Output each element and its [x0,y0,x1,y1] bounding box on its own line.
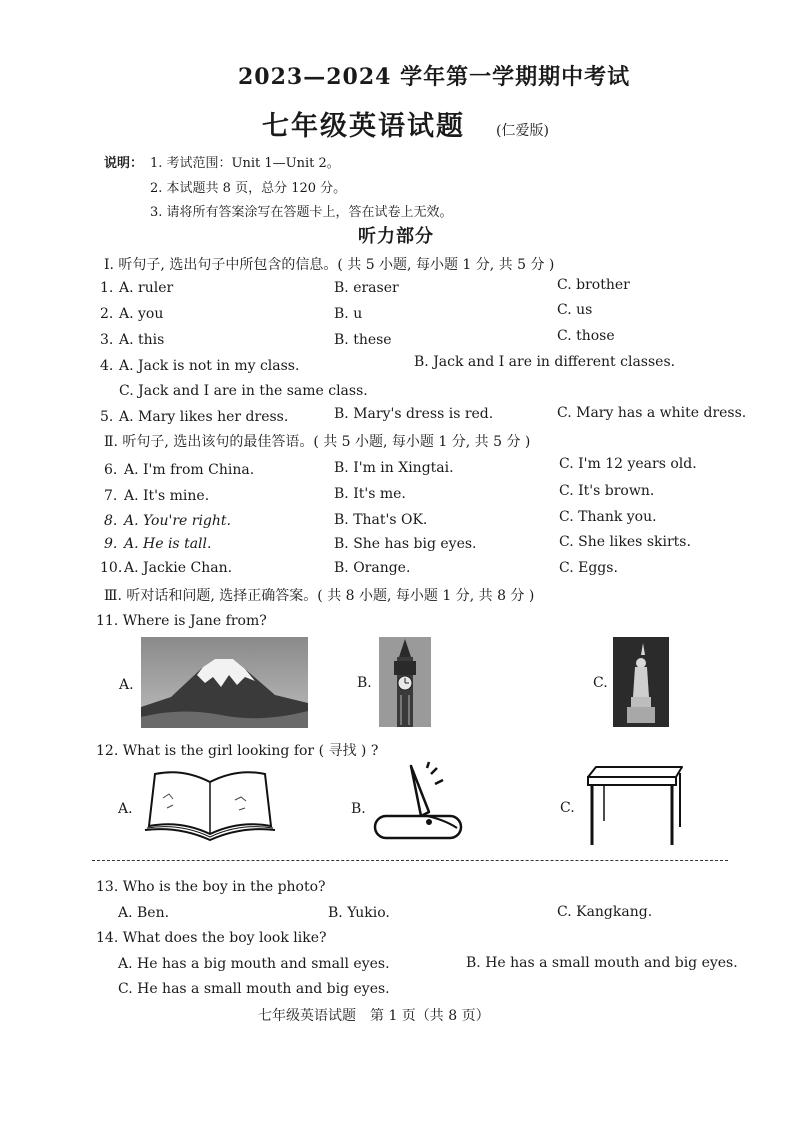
option-b: B. Orange. [334,560,411,576]
question-number: 2. [100,306,114,322]
section2-title: Ⅱ. 听句子, 选出该句的最佳答语。( 共 5 小题, 每小题 1 分, 共 5 分 ) [104,434,531,450]
option-b: B. It's me. [334,486,406,502]
option-b: B. [351,801,366,817]
question-number: 8. [104,513,118,529]
option-a: A. this [119,332,165,348]
option-a: A. He has a big mouth and small eyes. [118,956,390,972]
option-b: B. I'm in Xingtai. [334,460,454,476]
option-c: C. [593,675,608,691]
edition-label: (仁爱版) [496,123,549,139]
option-b: B. She has big eyes. [334,536,477,552]
option-a: A. Jack is not in my class. [119,358,300,374]
option-b: B. u [334,306,363,322]
option-b: B. Mary's dress is red. [334,406,494,422]
question-text: 11. Where is Jane from? [96,613,267,629]
statue-of-liberty-image [613,637,669,727]
exam-title: 2023—2024 学年第一学期期中考试 [238,64,631,90]
option-a: A. Ben. [118,905,170,921]
part-title: 听力部分 [358,226,434,247]
big-ben-image [379,637,431,727]
question-number: 7. [104,488,118,504]
notes-label: 说明： [104,156,144,171]
option-b: B. Yukio. [328,905,390,921]
option-a: A. you [119,306,164,322]
option-c: C. [560,800,575,816]
option-a: A. ruler [119,280,174,296]
option-a: A. You're right. [124,513,231,529]
option-c: C. Thank you. [559,509,657,525]
option-c: C. He has a small mouth and big eyes. [118,981,390,997]
question-number: 9. [104,536,118,552]
book-image [143,768,277,842]
option-c: C. those [557,328,615,344]
option-c: C. It's brown. [559,483,655,499]
option-c: C. us [557,302,593,318]
option-b: B. eraser [334,280,399,296]
note-item: 1. 考试范围：Unit 1—Unit 2。 [150,156,340,171]
option-c: C. Eggs. [559,560,618,576]
question-text: 12. What is the girl looking for ( 寻找 ) ? [96,743,379,759]
knife-image [371,762,463,846]
page-footer: 七年级英语试题 第 1 页（共 8 页） [258,1008,490,1024]
option-b: B. these [334,332,392,348]
mount-fuji-image [141,637,308,728]
question-number: 5. [100,409,114,425]
option-a: A. It's mine. [124,488,210,504]
question-number: 6. [104,462,118,478]
section3-title: Ⅲ. 听对话和问题, 选择正确答案。( 共 8 小题, 每小题 1 分, 共 8 分 ) [104,588,535,604]
option-b: B. He has a small mouth and big eyes. [466,955,738,971]
option-c: C. I'm 12 years old. [559,456,697,472]
question-number: 10. [100,560,123,576]
question-number: 1. [100,280,114,296]
option-a: A. He is tall. [124,536,212,552]
option-b: B. That's OK. [334,512,428,528]
option-a: A. I'm from China. [124,462,255,478]
section1-title: Ⅰ. 听句子, 选出句子中所包含的信息。( 共 5 小题, 每小题 1 分, 共 5 分 ) [104,257,555,273]
question-number: 4. [100,358,114,374]
option-c: C. Kangkang. [557,904,653,920]
option-a: A. [118,801,133,817]
dashed-divider [92,860,728,861]
option-c: C. She likes skirts. [559,534,691,550]
option-b: B. Jack and I are in different classes. [414,354,676,370]
option-c: C. Jack and I are in the same class. [119,383,368,399]
option-a: A. [119,677,134,693]
option-c: C. brother [557,277,630,293]
option-b: B. [357,675,372,691]
option-c: C. Mary has a white dress. [557,405,747,421]
option-a: A. Jackie Chan. [124,560,233,576]
note-item: 3. 请将所有答案涂写在答题卡上，答在试卷上无效。 [150,205,453,220]
question-text: 13. Who is the boy in the photo? [96,879,326,895]
note-item: 2. 本试题共 8 页，总分 120 分。 [150,181,347,196]
option-a: A. Mary likes her dress. [119,409,289,425]
question-text: 14. What does the boy look like? [96,930,327,946]
question-number: 3. [100,332,114,348]
paper-subtitle: 七年级英语试题 [262,111,465,142]
desk-image [584,765,686,847]
